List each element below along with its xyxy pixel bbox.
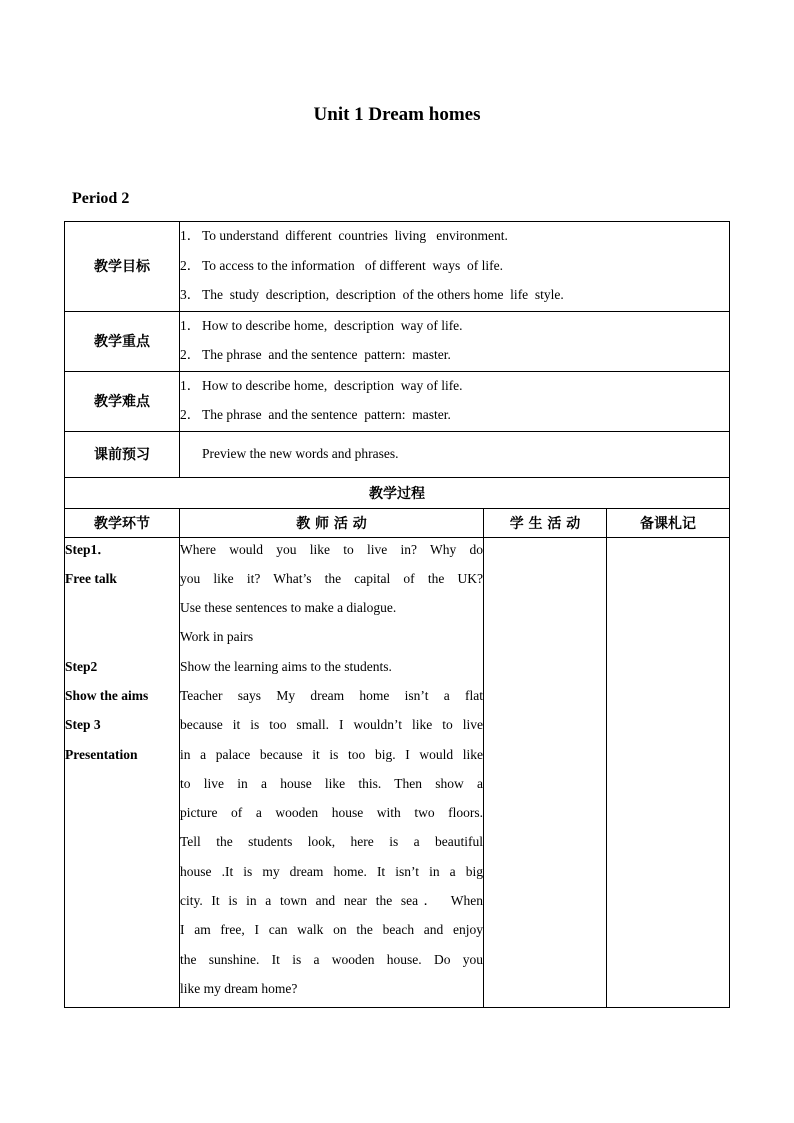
activity-line: Teacher says My dream home isn’t a flat [180,687,483,703]
activity-line: like my dream home? [180,980,298,996]
list-item: 1． How to describe home, description way of life. [180,317,463,333]
activity-line: because it is too small. I wouldn’t like to live [180,717,483,733]
objectives-list [180,222,730,312]
column-header-steps: 教学环节 [65,508,180,537]
list-item: 2． The phrase and the sentence pattern: master. [180,347,451,362]
activity-line: I am free, I can walk on the beach and enjoy [180,922,483,938]
column-header-student: 学 生 活 动 [484,508,607,537]
column-header-notes: 备课札记 [607,508,730,537]
period-heading: Period 2 [72,190,130,207]
preview-text: Preview the new words and phrases. [180,431,730,477]
column-header-teacher: 教 师 活 动 [180,508,484,537]
preview-label: 课前预习 [65,431,180,477]
student-activity-cell [484,537,607,1007]
activity-line: Show the learning aims to the students. [180,658,392,674]
activity-line: Use these sentences to make a dialogue. [180,600,397,616]
activity-line: picture of a wooden house with two floors. [180,805,483,821]
list-item: 3． The study description, description of the others home life style. [180,287,564,302]
step-label: Presentation [65,746,138,762]
step-label: Free talk [65,570,117,586]
activity-line: the sunshine. It is a wooden house. Do you [180,951,483,967]
step-label: Step2 [65,658,98,674]
step-label: Show the aims [65,687,149,703]
step-label [65,625,179,654]
difficulties-list [180,371,730,431]
activity-line: to live in a house like this. Then show a [180,775,483,791]
process-section-title: 教学过程 [65,477,730,508]
activity-line: in a palace because it is too big. I would like [180,746,483,762]
activity-line: you like it? What’s the capital of the UK? [180,570,483,586]
key-points-list [180,311,730,371]
objectives-row [65,222,730,312]
step-label: Step 3 [65,717,101,733]
objectives-label: 教学目标 [65,222,180,312]
page-title: Unit 1 Dream homes [313,104,481,125]
list-item: 1． To understand different countries living environment. [180,228,508,243]
preview-row [65,431,730,477]
difficulties-row [65,371,730,431]
steps-cell [65,537,180,1007]
teacher-activity-cell [180,537,484,1007]
process-section-row [65,477,730,508]
activity-line: Tell the students look, here is a beautiful [180,834,483,850]
process-content-row [65,537,730,1007]
difficulties-label: 教学难点 [65,371,180,431]
lesson-plan-table [64,221,730,1008]
activity-line: Where would you like to live in? Why do [180,541,483,557]
list-item: 2． The phrase and the sentence pattern: master. [180,407,451,422]
list-item: 1． How to describe home, description way of life. [180,377,463,393]
notes-cell [607,537,730,1007]
step-label: Step1． [65,541,111,557]
list-item: 2． To access to the information of different ways of life. [180,257,503,273]
process-header-row [65,508,730,537]
key-points-label: 教学重点 [65,311,180,371]
key-points-row [65,311,730,371]
activity-line: Work in pairs [180,629,254,645]
step-label [65,596,179,625]
activity-line: house .It is my dream home. It isn’t in a big [180,863,483,879]
activity-line: city. It is in a town and near the sea． When [180,893,483,909]
